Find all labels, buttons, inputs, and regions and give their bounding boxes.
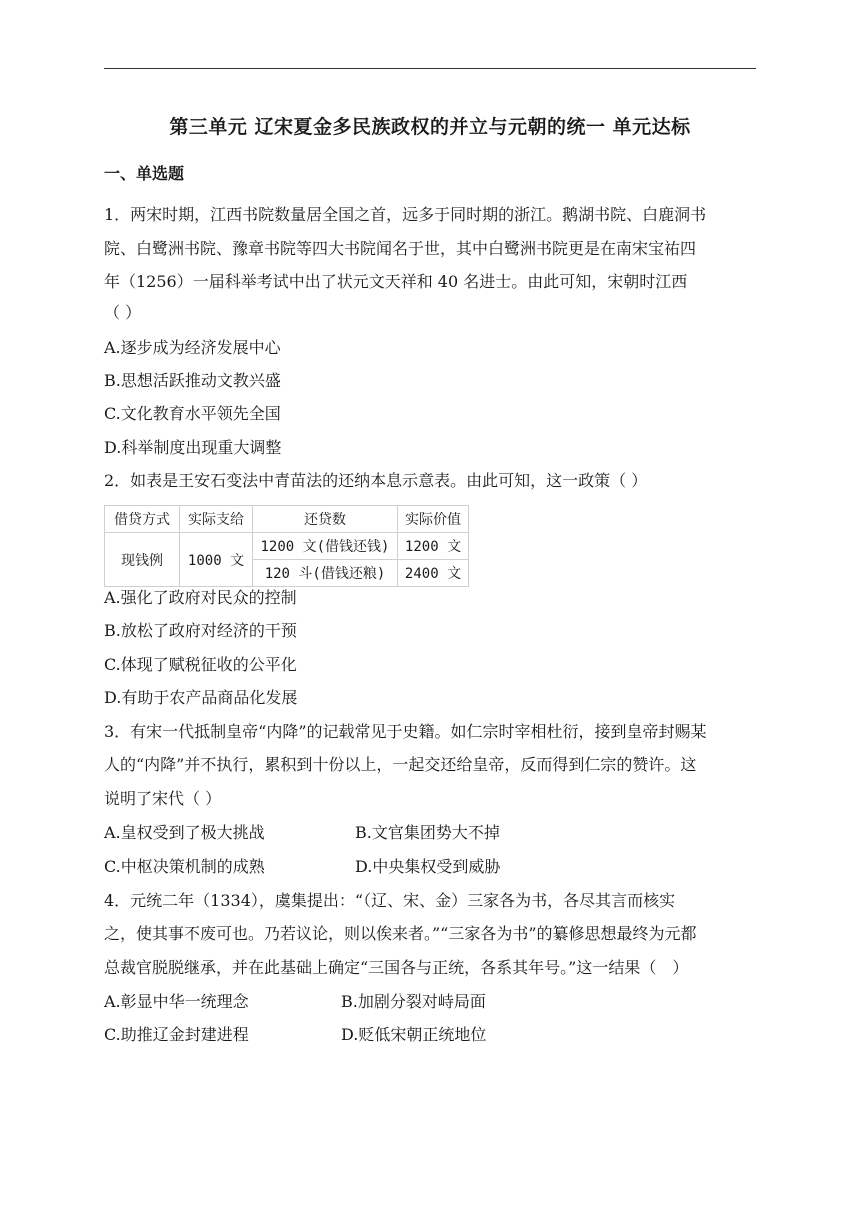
q1-stem-line-2: 院、白鹭洲书院、豫章书院等四大书院闻名于世，其中白鹭洲书院更是在南宋宝祐四 xyxy=(104,239,697,258)
q1-stem-line-1: 1．两宋时期，江西书院数量居全国之首，远多于同时期的浙江。鹅湖书院、白鹿洞书 xyxy=(104,205,707,224)
qingmiao-table xyxy=(104,505,469,587)
q4-stem-line-1: 4．元统二年（1334），虞集提出：“（辽、宋、金）三家各为书，各尽其言而核实 xyxy=(104,891,676,910)
table-header-cell: 借贷方式 xyxy=(105,506,180,533)
q4-stem-line-3: 总裁官脱脱继承，并在此基础上确定“三国各与正统，各系其年号。”这一结果（ ） xyxy=(104,958,689,977)
q4-option-c: C.助推辽金封建进程 xyxy=(104,1025,249,1044)
table-header-cell: 实际支给 xyxy=(180,506,253,533)
q3-option-b: B.文官集团势大不掉 xyxy=(355,823,500,842)
q4-option-a: A.彰显中华一统理念 xyxy=(104,992,249,1011)
table-header-cell: 实际价值 xyxy=(398,506,469,533)
q1-option-b: B.思想活跃推动文教兴盛 xyxy=(104,371,281,390)
table-cell-method: 现钱例 xyxy=(105,533,180,587)
q3-stem-line-1: 3．有宋一代抵制皇帝“内降”的记载常见于史籍。如仁宗时宰相杜衍，接到皇帝封赐某 xyxy=(104,722,707,741)
q3-option-a: A.皇权受到了极大挑战 xyxy=(104,823,265,842)
q2-option-d: D.有助于农产品商品化发展 xyxy=(104,688,298,707)
q3-option-d: D.中央集权受到威胁 xyxy=(355,857,501,876)
q1-stem-line-4: （ ） xyxy=(104,303,142,322)
table-cell-repay: 120 斗(借钱还粮) xyxy=(253,560,398,587)
section-heading: 一、单选题 xyxy=(104,164,185,183)
q2-option-c: C.体现了赋税征收的公平化 xyxy=(104,655,297,674)
q4-option-b: B.加剧分裂对峙局面 xyxy=(341,992,486,1011)
q1-stem-line-3: 年（1256）一届科举考试中出了状元文天祥和 40 名进士。由此可知，宋朝时江西 xyxy=(104,272,688,291)
q4-option-d: D.贬低宋朝正统地位 xyxy=(341,1025,487,1044)
table-cell-value: 1200 文 xyxy=(398,533,469,560)
page-title: 第三单元 辽宋夏金多民族政权的并立与元朝的统一 单元达标 xyxy=(169,116,691,138)
q2-option-b: B.放松了政府对经济的干预 xyxy=(104,621,297,640)
table-header-row xyxy=(105,506,469,533)
table-row xyxy=(105,533,469,560)
q2-stem-line-1: 2．如表是王安石变法中青苗法的还纳本息示意表。由此可知，这一政策（ ） xyxy=(104,471,648,490)
table-cell-repay: 1200 文(借钱还钱) xyxy=(253,533,398,560)
q1-option-a: A.逐步成为经济发展中心 xyxy=(104,338,281,357)
q3-stem-line-3: 说明了宋代（ ） xyxy=(104,789,222,808)
q3-stem-line-2: 人的“内降”并不执行，累积到十份以上，一起交还给皇帝，反而得到仁宗的赞许。这 xyxy=(104,755,697,774)
q4-stem-line-2: 之，使其事不废可也。乃若议论，则以俟来者。”“三家各为书”的纂修思想最终为元都 xyxy=(104,924,697,943)
header-rule xyxy=(104,68,756,69)
table-cell-given: 1000 文 xyxy=(180,533,253,587)
q1-option-d: D.科举制度出现重大调整 xyxy=(104,438,282,457)
q3-option-c: C.中枢决策机制的成熟 xyxy=(104,857,265,876)
q2-option-a: A.强化了政府对民众的控制 xyxy=(104,588,297,607)
q1-option-c: C.文化教育水平领先全国 xyxy=(104,404,281,423)
table-cell-value: 2400 文 xyxy=(398,560,469,587)
table-header-cell: 还贷数 xyxy=(253,506,398,533)
